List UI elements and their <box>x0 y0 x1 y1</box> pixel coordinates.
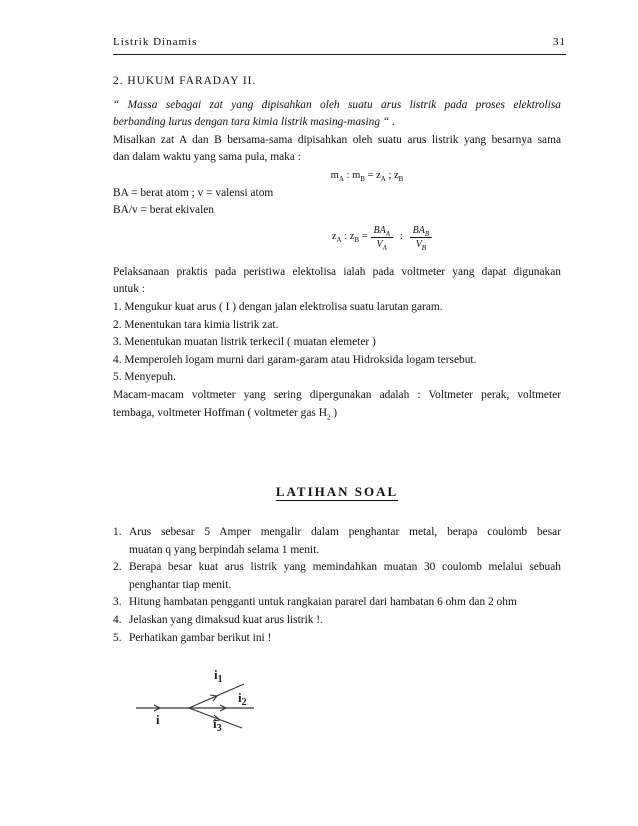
formula-mass-ratio: $m_A$ : $m_B = z_A$ ; $z_B$ <box>330 169 404 184</box>
formula-equivalent-ratio: $z_A$ : $z_B$ = $\frac{BA_A}{V_A}$ : $\frac{BA_B}{V_B}$ <box>203 224 561 260</box>
list-item: 2. Berapa besar kuat arus listrik yang memindahkan muatan 30 coulomb melalui sebuah penghantar tiap menit. <box>113 561 561 591</box>
exercise-heading: LATIHAN SOAL <box>275 484 399 499</box>
definition-atom: BA = berat atom ; v = valensi atom <box>113 186 274 199</box>
page-number: 31 <box>553 36 566 48</box>
section-title: 2. HUKUM FARADAY II. <box>113 75 257 87</box>
paragraph-1-line-1: Misalkan zat A dan B bersama-sama dipisahkan oleh suatu arus listrik yang besarnya sama <box>113 133 561 146</box>
quote-line-1: “ Massa sebagai zat yang dipisahkan oleh suatu arus listrik pada proses elektrolisa <box>113 98 561 111</box>
paragraph-1-line-2: dan dalam waktu yang sama pula, maka : <box>113 151 301 164</box>
list-item: 1. Mengukur kuat arus ( I ) dengan jalan elektrolisa suatu larutan garam. <box>113 300 443 313</box>
list-item: 3. Hitung hambatan pengganti untuk rangkaian pararel dari hambatan 6 ohm dan 2 ohm <box>113 596 517 609</box>
paragraph-3-line-2: tembaga, voltmeter Hoffman ( voltmeter gas $H_2$ ) <box>113 406 338 421</box>
definition-equivalent: BA/v = berat ekivalen <box>113 204 214 217</box>
list-item: 3. Menentukan muatan listrik terkecil ( muatan elemeter ) <box>113 336 376 349</box>
fraction-b: $\frac{BA_B}{V_B}$ <box>410 224 433 251</box>
label-i3: $i_3$ <box>213 716 222 734</box>
list-item: 1. Arus sebesar 5 Amper mengalir dalam penghantar metal, berapa coulomb besar muatan q yang berpindah selama 1 menit. <box>113 526 561 556</box>
quote-line-2: berbanding lurus dengan tara kimia listrik masing-masing “ . <box>113 116 395 129</box>
paragraph-3-line-1: Macam-macam voltmeter yang sering dipergunakan adalah : Voltmeter perak, voltmeter <box>113 388 561 401</box>
current-branch-diagram <box>134 662 274 742</box>
paragraph-2-line-1: Pelaksanaan praktis pada peristiwa elektolisa ialah pada voltmeter yang dapat digunakan <box>113 265 561 278</box>
section-faraday <box>113 73 561 422</box>
label-i2: $i_2$ <box>238 690 247 708</box>
list-item: 4. Memperoleh logam murni dari garam-garam atau Hidroksida logam tersebut. <box>113 353 477 366</box>
list-item: 2. Menentukan tara kimia listrik zat. <box>113 318 279 331</box>
page-header <box>113 34 566 55</box>
label-i: i <box>156 712 160 727</box>
label-i1: $i_1$ <box>214 667 223 685</box>
list-item: 4. Jelaskan yang dimaksud kuat arus listrik !. <box>113 613 323 626</box>
paragraph-2-line-2: untuk : <box>113 283 145 296</box>
exercise-list <box>113 524 561 647</box>
header-title: Listrik Dinamis <box>113 36 198 48</box>
fraction-a: $\frac{BA_A}{V_A}$ <box>371 224 394 251</box>
list-item: 5. Perhatikan gambar berikut ini ! <box>113 631 272 644</box>
list-item: 5. Menyepuh. <box>113 371 176 384</box>
